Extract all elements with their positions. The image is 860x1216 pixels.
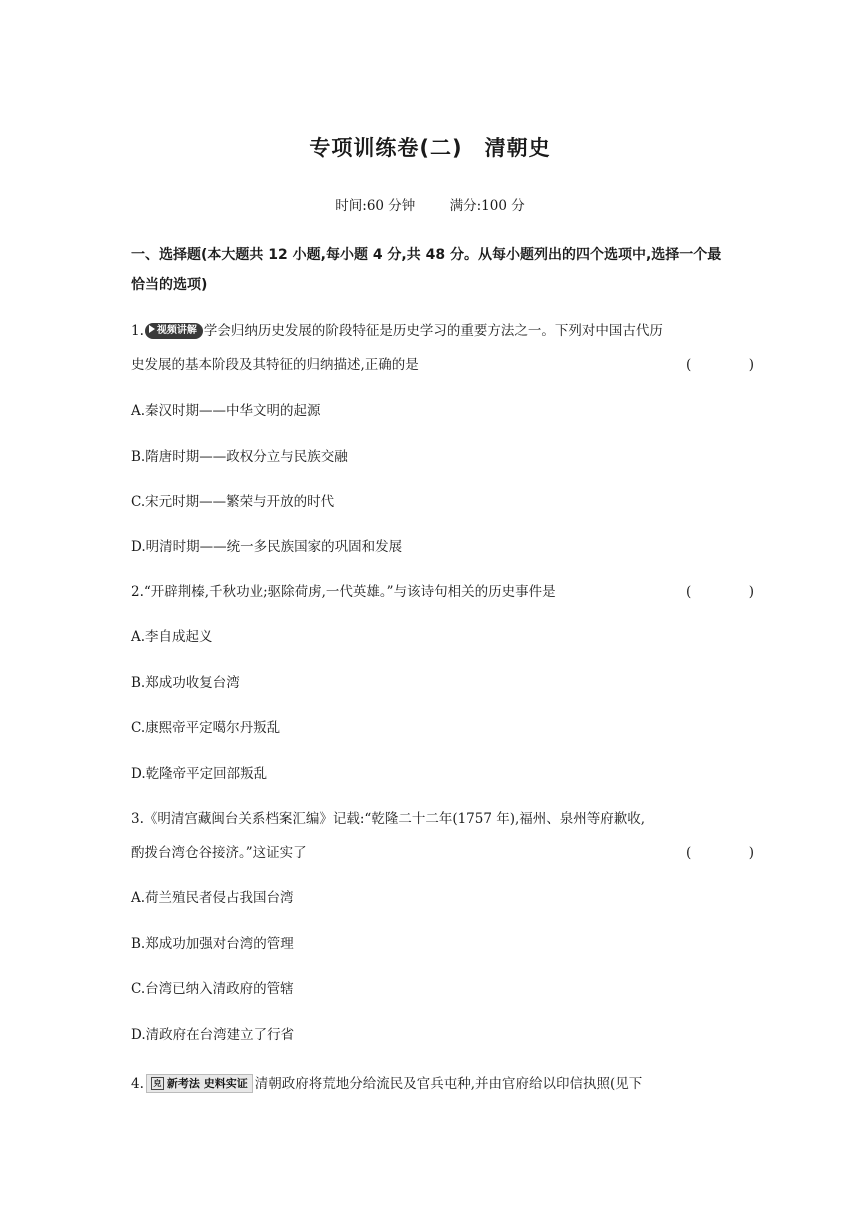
question-3-line-2: 酌拨台湾仓谷接济。”这证实了	[131, 845, 307, 861]
q1-option-d: D.明清时期——统一多民族国家的巩固和发展	[131, 539, 403, 555]
question-1-number: 1.	[131, 323, 144, 339]
answer-paren-3: ( )	[686, 845, 777, 861]
video-explain-label: 视频讲解	[156, 324, 197, 336]
q2-option-a: A.李自成起义	[131, 629, 213, 645]
q2-option-c: C.康熙帝平定噶尔丹叛乱	[131, 720, 281, 736]
q3-option-b: B.郑成功加强对台湾的管理	[131, 936, 294, 952]
q3-option-d: D.清政府在台湾建立了行省	[131, 1027, 295, 1043]
q2-option-d: D.乾隆帝平定回部叛乱	[131, 766, 268, 782]
new-exam-method-tag	[146, 1074, 253, 1093]
section-heading: 一、选择题(本大题共 12 小题,每小题 4 分,共 48 分。从每小题列出的四个选项中,选择一个最恰当的选项)	[131, 247, 722, 293]
question-4-line-1: 清朝政府将荒地分给流民及官兵屯种,并由官府给以印信执照(见下	[254, 1076, 643, 1092]
q1-option-a: A.秦汉时期——中华文明的起源	[131, 403, 321, 419]
exam-tag-icon: 皃	[151, 1077, 164, 1090]
full-score: 满分:100 分	[449, 198, 525, 214]
q2-option-b: B.郑成功收复台湾	[131, 675, 240, 691]
q3-option-a: A.荷兰殖民者侵占我国台湾	[131, 890, 294, 906]
page-title: 专项训练卷(二) 清朝史	[309, 136, 551, 160]
question-3-line-1: 3.《明清宫藏闽台关系档案汇编》记载:“乾隆二十二年(1757 年),福州、泉州等府歉收,	[131, 811, 646, 827]
q1-option-b: B.隋唐时期——政权分立与民族交融	[131, 449, 348, 465]
play-icon	[149, 325, 155, 333]
question-1-line-1: 学会归纳历史发展的阶段特征是历史学习的重要方法之一。下列对中国古代历	[203, 323, 663, 339]
question-2: 2.“开辟荆榛,千秋功业;驱除荷虏,一代英雄。”与该诗句相关的历史事件是	[131, 584, 556, 600]
new-exam-method-label: 新考法 史料实证	[166, 1077, 248, 1090]
question-4	[131, 1072, 642, 1093]
answer-paren-1: ( )	[686, 357, 777, 373]
answer-paren-2: ( )	[686, 584, 777, 600]
question-1-line-2: 史发展的基本阶段及其特征的归纳描述,正确的是	[131, 357, 419, 373]
question-1	[131, 319, 663, 339]
q3-option-c: C.台湾已纳入清政府的管辖	[131, 981, 294, 997]
question-4-number: 4.	[131, 1076, 144, 1092]
time-limit: 时间:60 分钟	[335, 198, 416, 214]
exam-meta	[0, 194, 860, 214]
video-explain-badge[interactable]	[145, 323, 203, 339]
q1-option-c: C.宋元时期——繁荣与开放的时代	[131, 494, 335, 510]
